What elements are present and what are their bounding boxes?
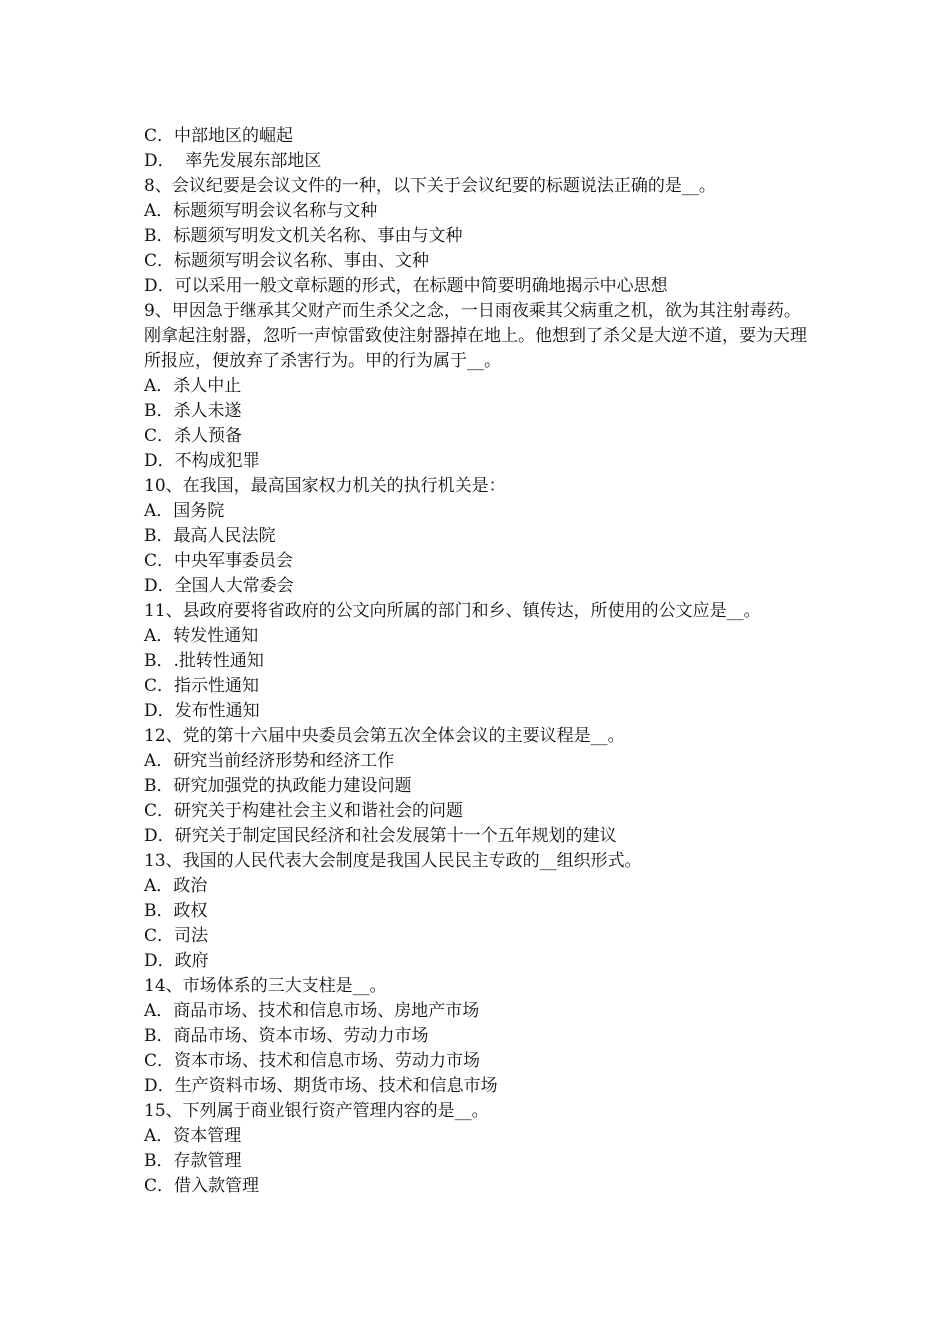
- option-line: B．商品市场、资本市场、劳动力市场: [144, 1026, 429, 1046]
- option-line: B．政权: [144, 901, 208, 921]
- question-line: 15、下列属于商业银行资产管理内容的是__。: [144, 1101, 489, 1121]
- question-line: 9、甲因急于继承其父财产而生杀父之念，一日雨夜乘其父病重之机，欲为其注射毒药。刚拿起注射器，忽听一声惊雷致使注射器掉在地上。他想到了杀父是大逆不道，要为天理所报应，便放弃了杀害行为。甲的行为属于__。: [144, 301, 807, 371]
- page-content: [144, 124, 810, 1199]
- option-line: C．司法: [144, 926, 209, 946]
- option-line: A．政治: [144, 876, 208, 896]
- option-line: B．存款管理: [144, 1151, 242, 1171]
- question-line: 14、市场体系的三大支柱是__。: [144, 976, 387, 996]
- option-line: D．生产资料市场、期货市场、技术和信息市场: [144, 1076, 498, 1096]
- option-line: D．全国人大常委会: [144, 576, 294, 596]
- option-line: B．研究加强党的执政能力建设问题: [144, 776, 412, 796]
- option-line: C．杀人预备: [144, 426, 243, 446]
- option-line: B．标题须写明发文机关名称、事由与文种: [144, 226, 463, 246]
- option-line: C．指示性通知: [144, 676, 260, 696]
- question-line: 10、在我国，最高国家权力机关的执行机关是：: [144, 476, 506, 496]
- option-line: A．国务院: [144, 501, 225, 521]
- option-line: C．研究关于构建社会主义和谐社会的问题: [144, 801, 464, 821]
- question-line: 13、我国的人民代表大会制度是我国人民民主专政的__组织形式。: [144, 851, 642, 871]
- option-line: C．标题须写明会议名称、事由、文种: [144, 251, 430, 271]
- option-line: A．转发性通知: [144, 626, 259, 646]
- question-line: 11、县政府要将省政府的公文向所属的部门和乡、镇传达，所使用的公文应是__。: [144, 601, 761, 621]
- option-line: D．不构成犯罪: [144, 451, 260, 471]
- option-line: C．中部地区的崛起: [144, 126, 294, 146]
- option-line: D．研究关于制定国民经济和社会发展第十一个五年规划的建议: [144, 826, 617, 846]
- option-line: A．资本管理: [144, 1126, 242, 1146]
- option-line: C．借入款管理: [144, 1176, 260, 1196]
- option-line: A．研究当前经济形势和经济工作: [144, 751, 395, 771]
- option-line: D． 率先发展东部地区: [144, 151, 322, 171]
- option-line: B．杀人未遂: [144, 401, 242, 421]
- option-line: D．政府: [144, 951, 209, 971]
- question-line: 12、党的第十六届中央委员会第五次全体会议的主要议程是__。: [144, 726, 625, 746]
- question-line: 8、会议纪要是会议文件的一种，以下关于会议纪要的标题说法正确的是__。: [144, 176, 716, 196]
- option-line: A．杀人中止: [144, 376, 242, 396]
- option-line: C．中央军事委员会: [144, 551, 294, 571]
- option-line: B．最高人民法院: [144, 526, 276, 546]
- option-line: A．商品市场、技术和信息市场、房地产市场: [144, 1001, 480, 1021]
- option-line: D．可以采用一般文章标题的形式，在标题中简要明确地揭示中心思想: [144, 276, 668, 296]
- option-line: A．标题须写明会议名称与文种: [144, 201, 378, 221]
- option-line: C．资本市场、技术和信息市场、劳动力市场: [144, 1051, 481, 1071]
- option-line: D．发布性通知: [144, 701, 260, 721]
- option-line: B．.批转性通知: [144, 651, 264, 671]
